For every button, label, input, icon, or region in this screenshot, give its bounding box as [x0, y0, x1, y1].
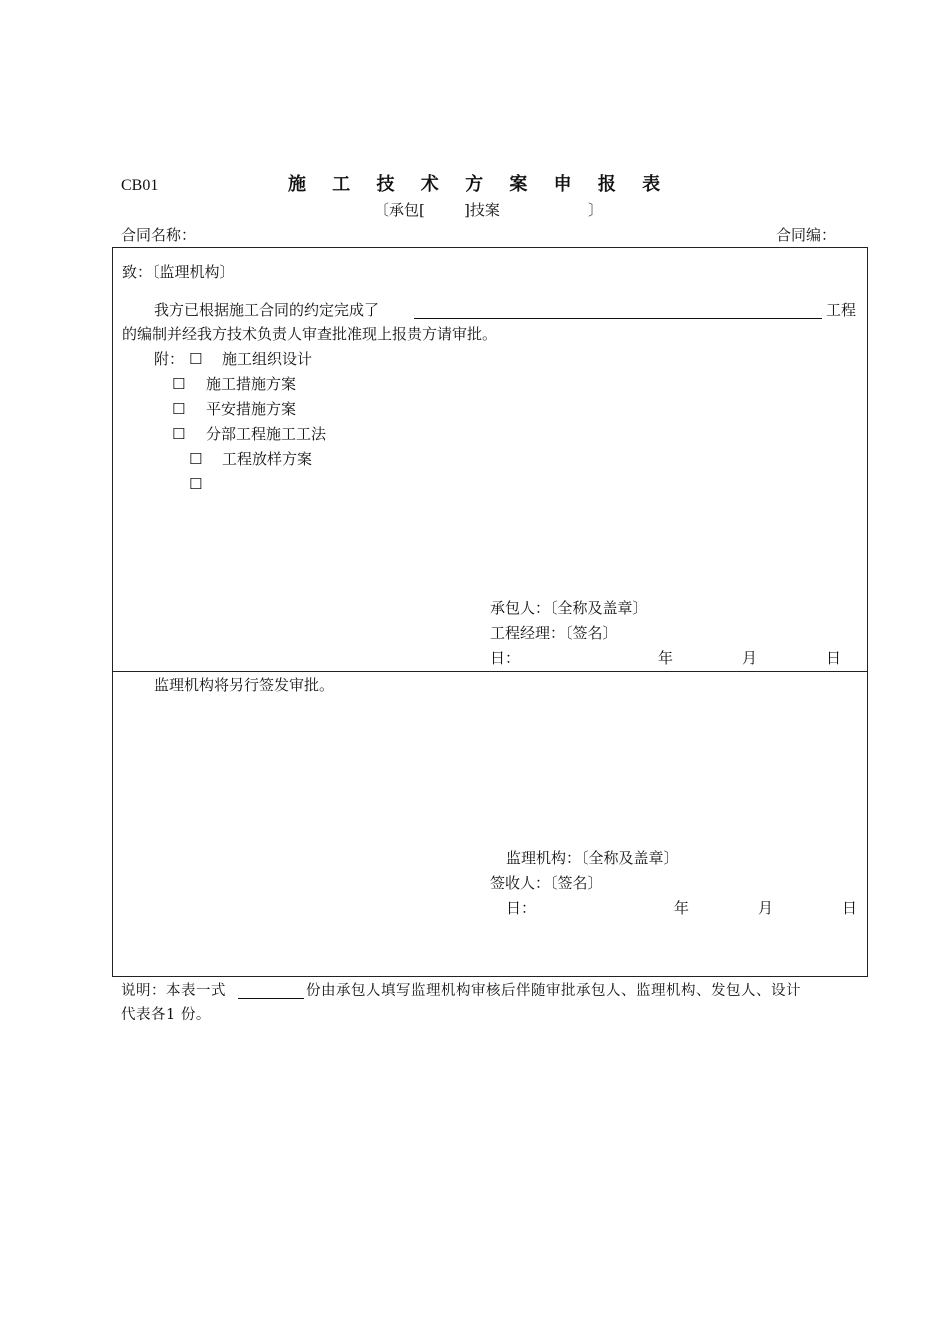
note-line-2: 代表各1 份。 [121, 1007, 211, 1023]
project-manager-label: 工程经理：〔签名〕 [490, 624, 618, 642]
contractor-label: 承包人：〔全称及盖章〕 [490, 599, 648, 617]
copies-blank[interactable] [238, 998, 304, 999]
item-construction-method: 分部工程施工工法 [206, 425, 327, 443]
item-layout-plan: 工程放样方案 [222, 450, 313, 468]
contract-name-label: 合同名称： [121, 226, 197, 244]
date-month: 月 [742, 649, 758, 667]
para-text-2: 工程 [826, 301, 857, 319]
supervisor-org-label: 监理机构：〔全称及盖章〕 [506, 849, 679, 867]
form-code: CB01 [121, 177, 159, 194]
checkbox-safety-measures[interactable]: ☐ [172, 400, 186, 418]
note-text-1: 说明：本表一式 [121, 983, 226, 999]
checkbox-construction-method[interactable]: ☐ [172, 425, 186, 443]
project-name-blank[interactable] [414, 318, 822, 319]
checkbox-other[interactable]: ☐ [189, 475, 203, 493]
date-label: 日： [490, 649, 521, 667]
date-day: 日 [826, 649, 842, 667]
date-day-2: 日 [842, 899, 858, 917]
checkbox-layout-plan[interactable]: ☐ [189, 450, 203, 468]
subtitle-suffix: 〕 [588, 201, 604, 219]
section-divider [112, 671, 868, 672]
signer-label: 签收人：〔签名〕 [490, 874, 603, 892]
attachment-label: 附： [154, 350, 185, 368]
addressee: 致：〔监理机构〕 [122, 263, 235, 281]
checkbox-construction-design[interactable]: ☐ [189, 350, 203, 368]
contract-number-label: 合同编： [776, 226, 837, 244]
subtitle-prefix: 〔承包[ [374, 201, 425, 219]
supervisor-statement: 监理机构将另行签发审批。 [154, 676, 335, 694]
form-title: 施 工 技 术 方 案 申 报 表 [288, 174, 671, 195]
date-month-2: 月 [758, 899, 774, 917]
date-label-2: 日： [506, 899, 537, 917]
note-text-2: 份由承包人填写监理机构审核后伴随审批承包人、监理机构、发包人、设计 [306, 983, 801, 999]
item-construction-design: 施工组织设计 [222, 350, 313, 368]
date-year: 年 [658, 649, 674, 667]
date-year-2: 年 [674, 899, 690, 917]
subtitle-mid: ]技案 [464, 201, 500, 219]
para-text-1: 我方已根据施工合同的约定完成了 [154, 301, 380, 319]
item-safety-measures: 平安措施方案 [206, 400, 297, 418]
item-construction-measures: 施工措施方案 [206, 375, 297, 393]
para-line-2: 的编制并经我方技术负责人审查批准现上报贵方请审批。 [122, 325, 498, 343]
checkbox-construction-measures[interactable]: ☐ [172, 375, 186, 393]
